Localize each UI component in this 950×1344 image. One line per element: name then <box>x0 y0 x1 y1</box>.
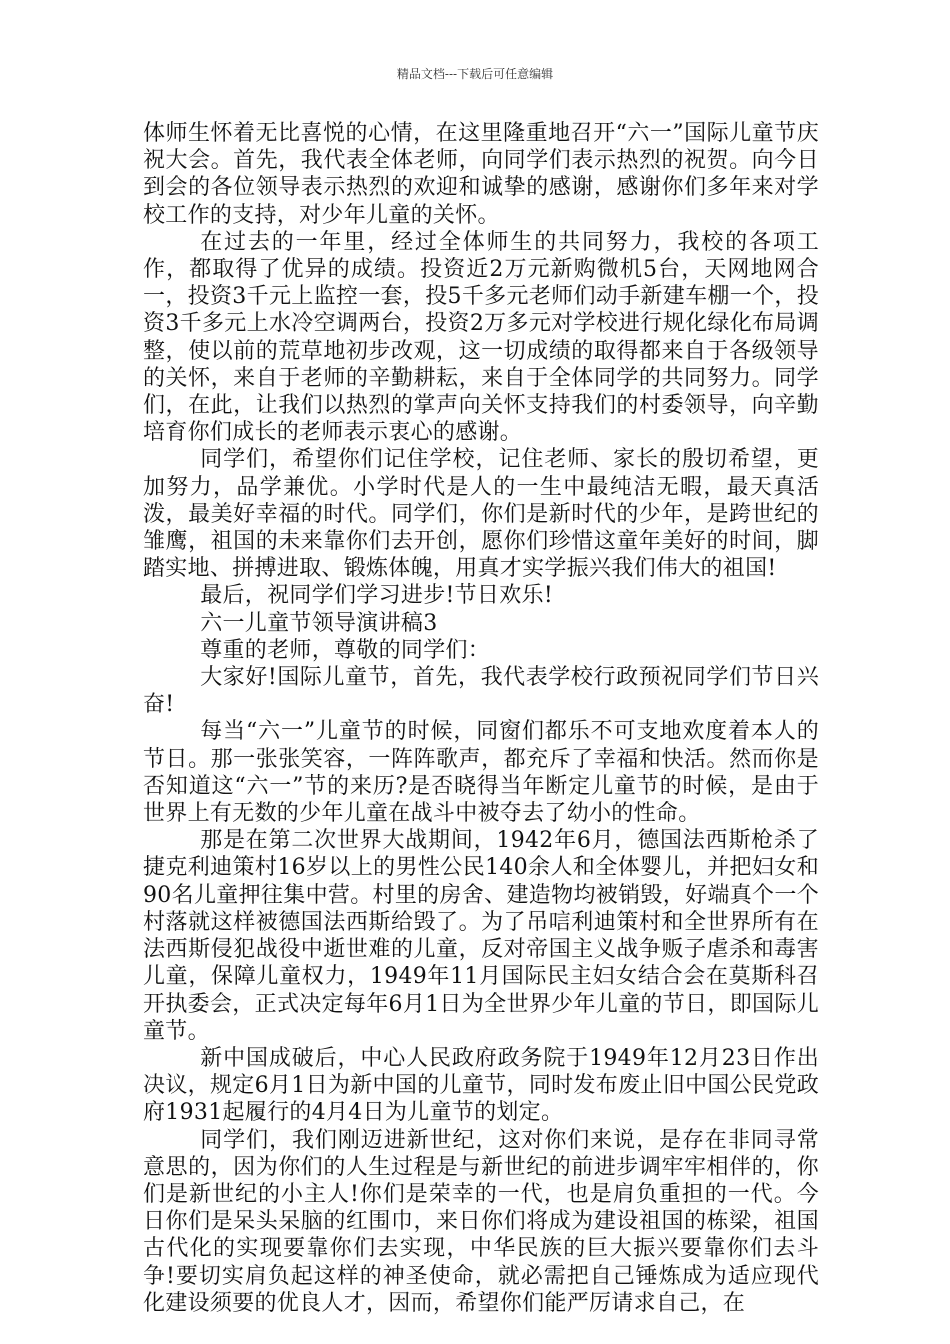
page-header: 精品文档---下载后可任意编辑 <box>396 67 554 81</box>
paragraph: 同学们，希望你们记住学校，记住老师、家长的殷切希望，更加努力，品学兼优。小学时代是人的一生中最纯洁无暇，最天真活泼，最美好幸福的时代。同学们，你们是新时代的少年，是跨世纪的雏鹰，祖国的未来靠你们去开创，愿你们珍惜这童年美好的时间，脚踏实地、拼搏进取、锻炼体魄，用真才实学振兴我们伟大的祖国! <box>143 447 819 582</box>
document-body <box>143 120 819 1317</box>
paragraph: 新中国成破后，中心人民政府政务院于1949年12月23日作出决议，规定6月1日为新中国的儿童节，同时发布废止旧中国公民党政府1931起履行的4月4日为儿童节的划定。 <box>143 1045 819 1126</box>
salutation: 尊重的老师，尊敬的同学们： <box>200 637 491 663</box>
paragraph: 那是在第二次世界大战期间，1942年6月，德国法西斯枪杀了捷克利迪策村16岁以上的男性公民140余人和全体婴儿，并把妇女和90名儿童押往集中营。村里的房舍、建造物均被销毁，好端真个一个村落就这样被德国法西斯给毁了。为了吊唁利迪策村和全世界所有在法西斯侵犯战役中逝世难的儿童，反对帝国主义战争贩子虐杀和毒害儿童，保障儿童权力，1949年11月国际民主妇女结合会在莫斯科召开执委会，正式决定每年6月1日为全世界少年儿童的节日，即国际儿童节。 <box>143 828 819 1044</box>
section-title: 六一儿童节领导演讲稿3 <box>200 610 438 636</box>
paragraph: 体师生怀着无比喜悦的心情，在这里隆重地召开“六一”国际儿童节庆祝大会。首先，我代表全体老师，向同学们表示热烈的祝贺。向今日到会的各位领导表示热烈的欢迎和诚挚的感谢，感谢你们多年来对学校工作的支持，对少年儿童的关怀。 <box>143 121 819 228</box>
paragraph: 同学们，我们刚迈进新世纪，这对你们来说，是存在非同寻常意思的，因为你们的人生过程是与新世纪的前进步调牢牢相伴的，你们是新世纪的小主人!你们是荣幸的一代，也是肩负重担的一代。今日你们是呆头呆脑的红围巾，来日你们将成为建设祖国的栋梁，祖国古代化的实现要靠你们去实现，中华民族的巨大振兴要靠你们去斗争!要切实肩负起这样的神圣使命，就必需把自己锤炼成为适应现代化建设须要的优良人才，因而，希望你们能严厉请求自己，在 <box>143 1127 819 1316</box>
paragraph: 每当“六一”儿童节的时候，同窗们都乐不可支地欢度着本人的节日。那一张张笑容，一阵阵歌声，都充斥了幸福和快活。然而你是否知道这“六一”节的来历?是否晓得当年断定儿童节的时候，是由于世界上有无数的少年儿童在战斗中被夺去了幼小的性命。 <box>143 719 819 827</box>
paragraph: 在过去的一年里，经过全体师生的共同努力，我校的各项工作，都取得了优异的成绩。投资近2万元新购微机5台，天网地网合一，投资3千元上监控一套，投5千多元老师们动手新建车棚一个，投资3千多元上水冷空调两台，投资2万多元对学校进行规化绿化布局调整，使以前的荒草地初步改观，这一切成绩的取得都来自于各级领导的关怀，来自于老师的辛勤耕耘，来自于全体同学的共同努力。同学们，在此，让我们以热烈的掌声向关怀支持我们的村委领导，向辛勤培育你们成长的老师表示衷心的感谢。 <box>143 229 819 446</box>
paragraph: 最后，祝同学们学习进步!节日欢乐! <box>200 583 553 609</box>
paragraph: 大家好!国际儿童节，首先，我代表学校行政预祝同学们节日兴奋! <box>143 665 819 718</box>
